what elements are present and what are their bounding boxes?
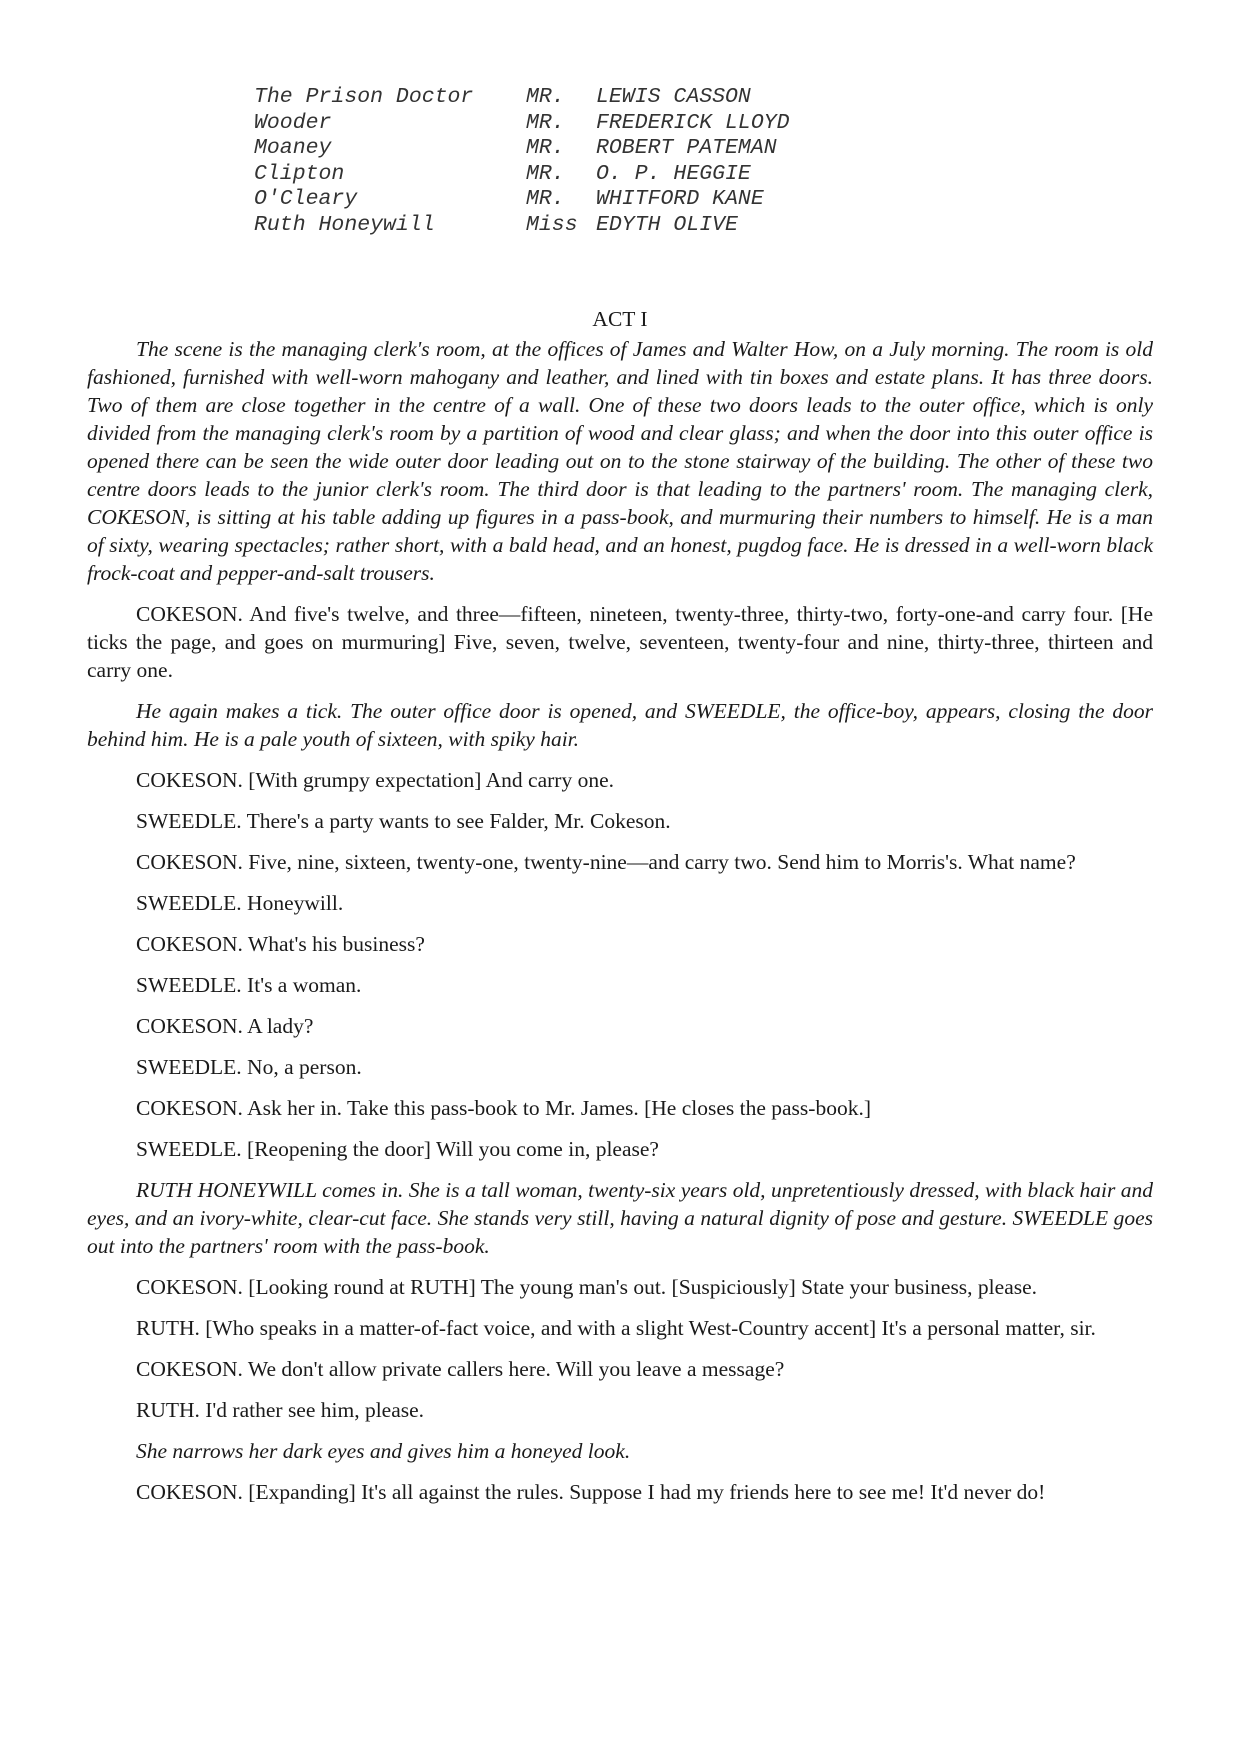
dialogue-line: COKESON. What's his business? bbox=[136, 932, 425, 956]
cast-row bbox=[254, 162, 790, 188]
cast-row bbox=[254, 85, 790, 111]
dialogue-line: COKESON. [With grumpy expectation] And carry one. bbox=[136, 768, 614, 792]
act-heading: ACT I bbox=[592, 307, 648, 331]
cast-actor: ROBERT PATEMAN bbox=[596, 136, 777, 160]
stage-direction: He again makes a tick. The outer office door is opened, and SWEEDLE, the office-boy, appears, closing the door behind him. He is a pale youth of sixteen, with spiky hair. bbox=[87, 699, 1153, 751]
cast-role: Moaney bbox=[254, 136, 332, 160]
cast-row bbox=[254, 136, 790, 162]
cast-title: MR. bbox=[526, 161, 565, 186]
cast-role: Ruth Honeywill bbox=[254, 212, 435, 237]
cast-list bbox=[254, 85, 790, 238]
cast-actor: LEWIS CASSON bbox=[596, 85, 751, 109]
dialogue-line: SWEEDLE. It's a woman. bbox=[136, 973, 362, 997]
cast-actor: FREDERICK LLOYD bbox=[596, 110, 790, 135]
cast-title: MR. bbox=[526, 136, 565, 160]
cast-role: O'Cleary bbox=[254, 187, 358, 211]
cast-row bbox=[254, 187, 790, 213]
dialogue-line: SWEEDLE. No, a person. bbox=[136, 1055, 362, 1079]
cast-role: Wooder bbox=[254, 110, 332, 135]
dialogue-line: COKESON. Ask her in. Take this pass-book to Mr. James. [He closes the pass-book.] bbox=[136, 1096, 871, 1120]
dialogue-line: COKESON. [Expanding] It's all against the rules. Suppose I had my friends here to see me! It'd never do! bbox=[136, 1480, 1046, 1504]
cast-row bbox=[254, 111, 790, 137]
cast-title: Miss bbox=[526, 212, 578, 237]
play-text bbox=[87, 305, 1153, 1519]
dialogue-line: COKESON. We don't allow private callers here. Will you leave a message? bbox=[136, 1357, 785, 1381]
cast-actor: WHITFORD KANE bbox=[596, 187, 764, 211]
cast-actor: EDYTH OLIVE bbox=[596, 212, 738, 237]
dialogue-line: COKESON. A lady? bbox=[136, 1014, 314, 1038]
dialogue-line: SWEEDLE. There's a party wants to see Falder, Mr. Cokeson. bbox=[136, 809, 671, 833]
cast-row bbox=[254, 213, 790, 239]
stage-direction: The scene is the managing clerk's room, at the offices of James and Walter How, on a July morning. The room is old fashioned, furnished with well-worn mahogany and leather, and lined with tin boxes and estate plans. It has three doors. Two of them are close together in the centre of a wall. One of these two doors leads to the outer office, which is only divided from the managing clerk's room by a partition of wood and clear glass; and when the door into this outer office is opened there can be seen the wide outer door leading out on to the stone stairway of the building. The other of these two centre doors leads to the junior clerk's room. The third door is that leading to the partners' room. The managing clerk, COKESON, is sitting at his table adding up figures in a pass-book, and murmuring their numbers to himself. He is a man of sixty, wearing spectacles; rather short, with a bald head, and an honest, pugdog face. He is dressed in a well-worn black frock-coat and pepper-and-salt trousers. bbox=[87, 337, 1153, 585]
dialogue-line: COKESON. Five, nine, sixteen, twenty-one, twenty-nine—and carry two. Send him to Morris's. What name? bbox=[136, 850, 1076, 874]
cast-actor: O. P. HEGGIE bbox=[596, 161, 751, 186]
dialogue-line: SWEEDLE. [Reopening the door] Will you come in, please? bbox=[136, 1137, 659, 1161]
stage-direction: RUTH HONEYWILL comes in. She is a tall woman, twenty-six years old, unpretentiously dressed, with black hair and eyes, and an ivory-white, clear-cut face. She stands very still, having a natural dignity of pose and gesture. SWEEDLE goes out into the partners' room with the pass-book. bbox=[87, 1178, 1153, 1258]
cast-title: MR. bbox=[526, 110, 565, 135]
cast-title: MR. bbox=[526, 187, 565, 211]
cast-title: MR. bbox=[526, 85, 565, 109]
dialogue-line: SWEEDLE. Honeywill. bbox=[136, 891, 344, 915]
dialogue-line: RUTH. I'd rather see him, please. bbox=[136, 1398, 425, 1422]
cast-role: The Prison Doctor bbox=[254, 85, 474, 109]
dialogue-line: COKESON. [Looking round at RUTH] The young man's out. [Suspiciously] State your business, please. bbox=[136, 1275, 1038, 1299]
dialogue-line: RUTH. [Who speaks in a matter-of-fact voice, and with a slight West-Country accent] It's a personal matter, sir. bbox=[136, 1316, 1096, 1340]
dialogue-line: COKESON. And five's twelve, and three—fifteen, nineteen, twenty-three, thirty-two, forty-one-and carry four. [He ticks the page, and goes on murmuring] Five, seven, twelve, seventeen, twenty-four and nine, thirty-three, thirteen and carry one. bbox=[87, 602, 1153, 682]
stage-direction: She narrows her dark eyes and gives him a honeyed look. bbox=[136, 1439, 631, 1463]
cast-role: Clipton bbox=[254, 161, 345, 186]
